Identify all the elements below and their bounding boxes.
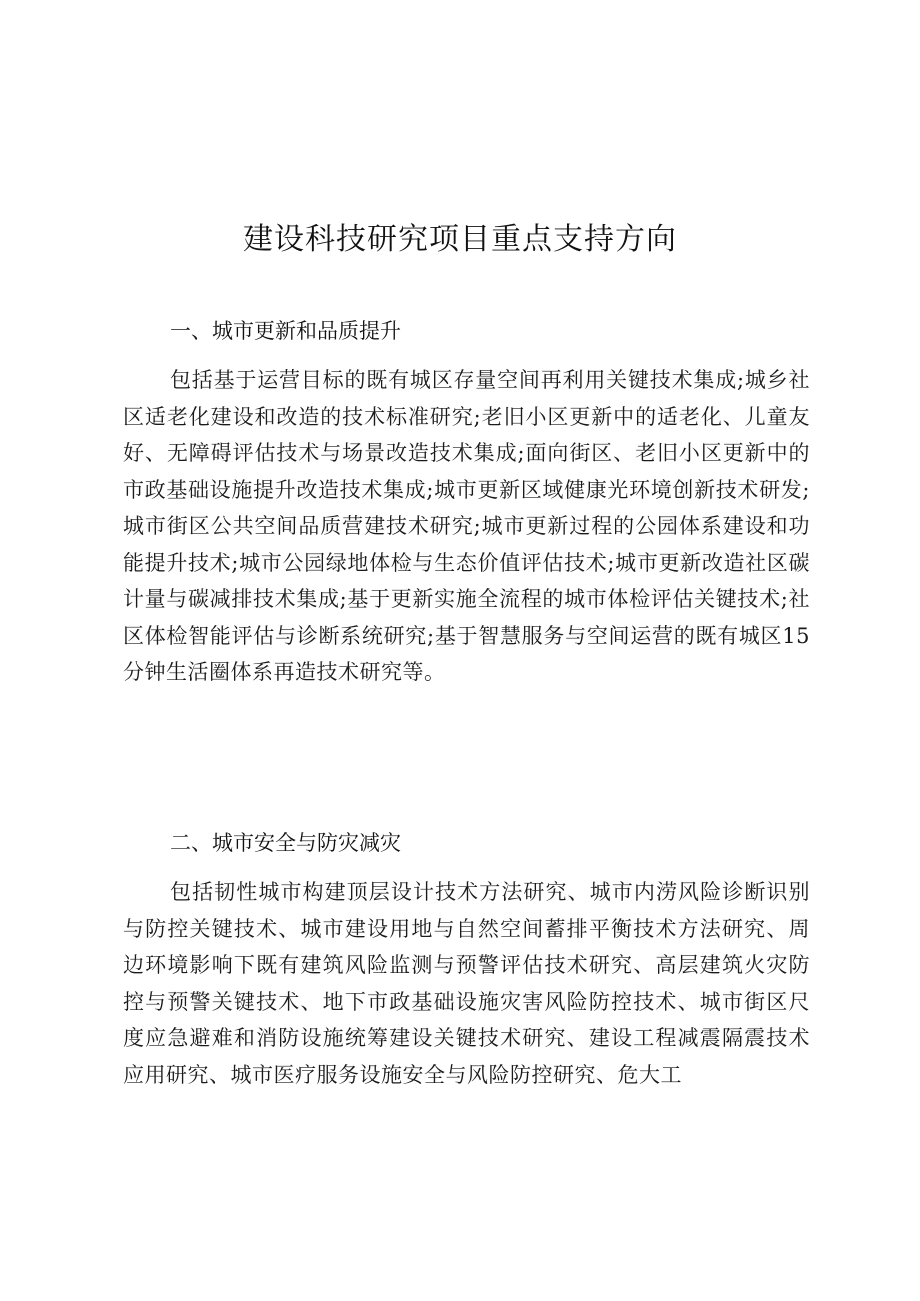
section-heading-urban-safety: 二、城市安全与防灾减灾 — [170, 831, 401, 855]
section-body-urban-renewal: 包括基于运营目标的既有城区存量空间再利用关键技术集成;城乡社区适老化建设和改造的技术标准研究;老旧小区更新中的适老化、儿童友好、无障碍评估技术与场景改造技术集成;面向街区、老旧小区更新中的市政基础设施提升改造技术集成;城市更新区域健康光环境创新技术研发;城市街区公共空间品质营建技术研究;城市更新过程的公园体系建设和功能提升技术;城市公园绿地体检与生态价值评估技术;城市更新改造社区碳计量与碳减排技术集成;基于更新实施全流程的城市体检评估关键技术;社区体检智能评估与诊断系统研究;基于智慧服务与空间运营的既有城区15分钟生活圈体系再造技术研究等。 — [123, 368, 810, 684]
document-title: 建设科技研究项目重点支持方向 — [243, 222, 677, 257]
section-body-urban-safety: 包括韧性城市构建顶层设计技术方法研究、城市内涝风险诊断识别与防控关键技术、城市建设用地与自然空间蓄排平衡技术方法研究、周边环境影响下既有建筑风险监测与预警评估技术研究、高层建筑火灾防控与预警关键技术、地下市政基础设施灾害风险防控技术、城市街区尺度应急避难和消防设施统筹建设关键技术研究、建设工程减震隔震技术应用研究、城市医疗服务设施安全与风险防控研究、危大工 — [123, 880, 810, 1087]
section-heading-urban-renewal: 一、城市更新和品质提升 — [170, 319, 401, 343]
